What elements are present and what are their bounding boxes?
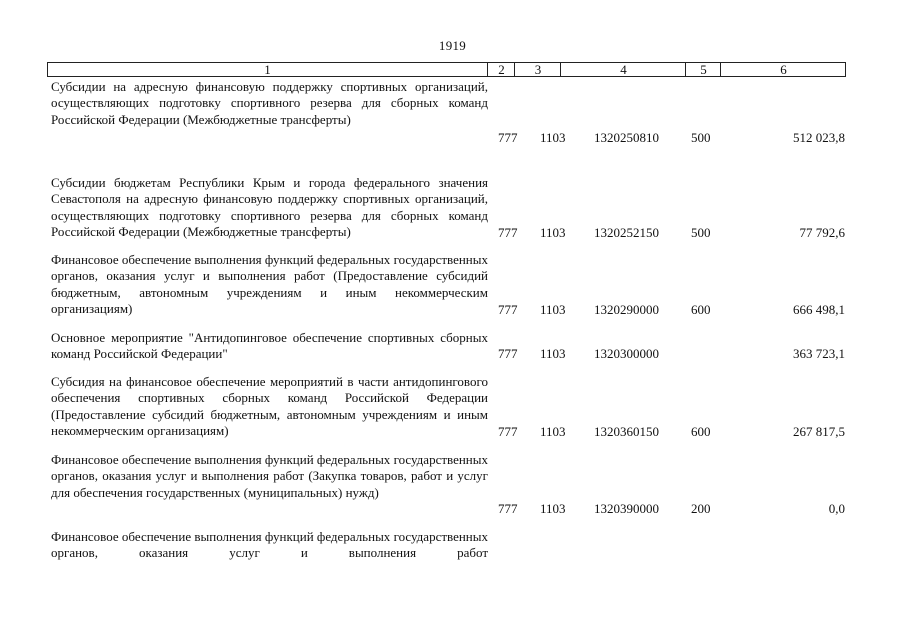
row-description: Субсидия на финансовое обеспечение мероприятий в части антидопингового обеспечения спортивных сборных команд Российской Федерации (Предоставление субсидий бюджетным, автономным учреждениям и иным некоммерческим организациям) <box>51 374 488 439</box>
row-target-code: 1320252150 <box>594 225 659 240</box>
row-amount: 0,0 <box>828 501 845 516</box>
table-row <box>0 452 905 522</box>
row-ministry-code: 777 <box>498 501 518 516</box>
row-section-code: 1103 <box>540 501 566 516</box>
row-description: Основное мероприятие "Антидопинговое обеспечение спортивных сборных команд Российской Федерации" <box>51 330 488 362</box>
column-header-1: 1 <box>264 62 271 77</box>
row-description: Финансовое обеспечение выполнения функций федеральных государственных органов, оказания услуг и выполнения работ (Закупка товаров, работ и услуг для обеспечения государственных (муниципальных) нужд) <box>51 452 488 500</box>
row-amount: 512 023,8 <box>793 130 845 145</box>
row-amount: 77 792,6 <box>799 225 845 240</box>
table-row <box>0 529 905 565</box>
row-target-code: 1320360150 <box>594 424 659 439</box>
column-header-2: 2 <box>487 63 515 76</box>
table-row <box>0 252 905 322</box>
row-target-code: 1320290000 <box>594 302 659 317</box>
row-target-code: 1320390000 <box>594 501 659 516</box>
row-description: Финансовое обеспечение выполнения функций федеральных государственных органов, оказания услуг и выполнения работ <box>51 529 488 561</box>
row-section-code: 1103 <box>540 346 566 361</box>
row-expense-type: 500 <box>691 130 711 145</box>
column-header-3: 3 <box>514 63 561 76</box>
row-section-code: 1103 <box>540 225 566 240</box>
row-expense-type: 500 <box>691 225 711 240</box>
row-section-code: 1103 <box>540 130 566 145</box>
row-ministry-code: 777 <box>498 424 518 439</box>
row-expense-type: 600 <box>691 302 711 317</box>
table-row <box>0 79 905 149</box>
row-description: Субсидии на адресную финансовую поддержку спортивных организаций, осуществляющих подготовку спортивного резерва для сборных команд Российской Федерации (Межбюджетные трансферты) <box>51 79 488 127</box>
row-ministry-code: 777 <box>498 302 518 317</box>
row-ministry-code: 777 <box>498 346 518 361</box>
row-amount: 267 817,5 <box>793 424 845 439</box>
row-ministry-code: 777 <box>498 225 518 240</box>
table-row <box>0 374 905 444</box>
column-header-row <box>47 62 846 77</box>
column-header-5: 5 <box>685 63 721 76</box>
row-amount: 666 498,1 <box>793 302 845 317</box>
table-row <box>0 330 905 366</box>
row-target-code: 1320250810 <box>594 130 659 145</box>
column-header-6: 6 <box>720 63 846 76</box>
row-ministry-code: 777 <box>498 130 518 145</box>
row-expense-type: 200 <box>691 501 711 516</box>
page-number: 1919 <box>438 38 467 53</box>
row-target-code: 1320300000 <box>594 346 659 361</box>
row-section-code: 1103 <box>540 302 566 317</box>
table-row <box>0 175 905 260</box>
row-expense-type: 600 <box>691 424 711 439</box>
row-amount: 363 723,1 <box>793 346 845 361</box>
row-section-code: 1103 <box>540 424 566 439</box>
row-description: Финансовое обеспечение выполнения функций федеральных государственных органов, оказания услуг и выполнения работ (Предоставление субсидий бюджетным, автономным учреждениям и иным некоммерческим организациям) <box>51 252 488 317</box>
row-description: Субсидии бюджетам Республики Крым и города федерального значения Севастополя на адресную финансовую поддержку спортивных организаций, осуществляющих подготовку спортивного резерва для сборных команд Российской Федерации (Межбюджетные трансферты) <box>51 175 488 240</box>
column-header-4: 4 <box>560 63 686 76</box>
